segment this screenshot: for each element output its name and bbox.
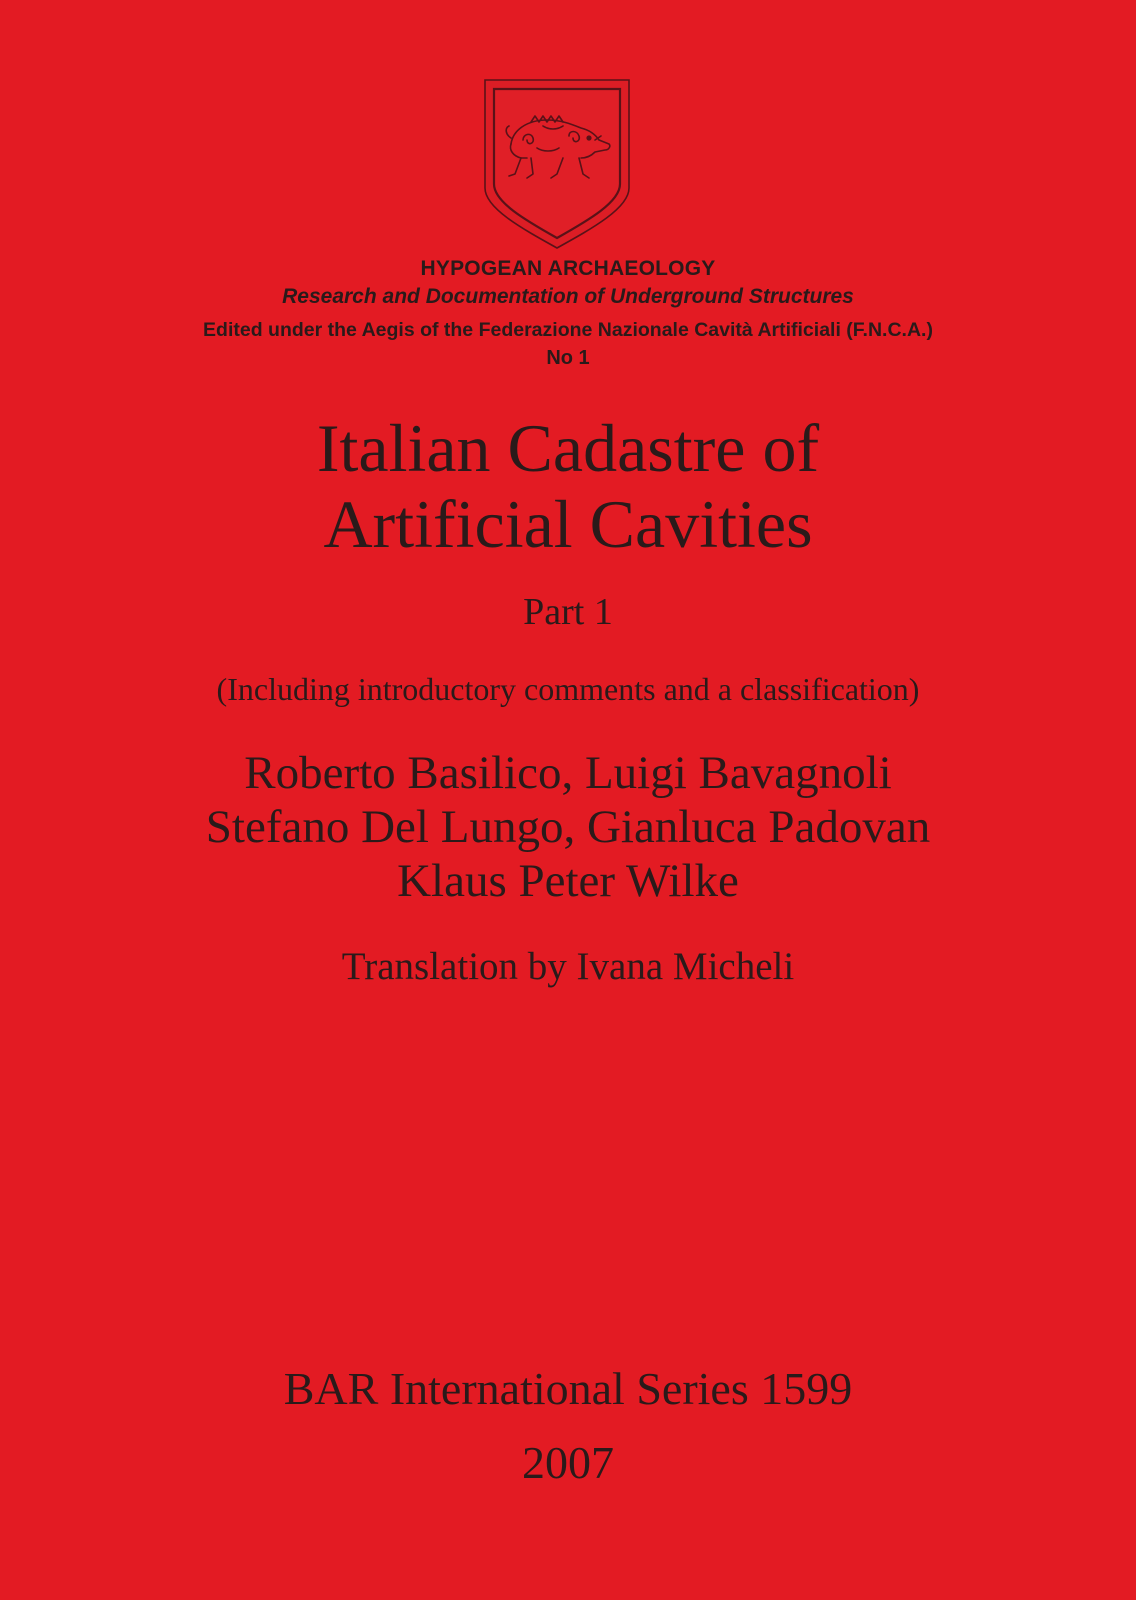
book-title-line-2: Artificial Cavities: [323, 486, 813, 562]
series-emblem: [483, 78, 631, 250]
boar-shield-icon: [483, 78, 631, 250]
publication-year: 2007: [522, 1437, 614, 1488]
authors-line-3: Klaus Peter Wilke: [397, 855, 739, 907]
series-aegis: Edited under the Aegis of the Federazione Nazionale Cavità Artificiali (F.N.C.A.): [203, 319, 933, 341]
book-title-line-1: Italian Cadastre of: [316, 410, 820, 486]
book-part: Part 1: [523, 591, 613, 633]
series-name: HYPOGEAN ARCHAEOLOGY: [420, 257, 716, 280]
translator: Translation by Ivana Micheli: [341, 945, 795, 988]
publication-series: BAR International Series 1599: [283, 1363, 853, 1414]
authors-line-2: Stefano Del Lungo, Gianluca Padovan: [205, 801, 931, 853]
series-subtitle: Research and Documentation of Underground Structures: [282, 285, 854, 308]
series-number: No 1: [546, 347, 590, 369]
book-subtitle: (Including introductory comments and a classification): [216, 671, 920, 707]
authors-line-1: Roberto Basilico, Luigi Bavagnoli: [244, 747, 892, 799]
